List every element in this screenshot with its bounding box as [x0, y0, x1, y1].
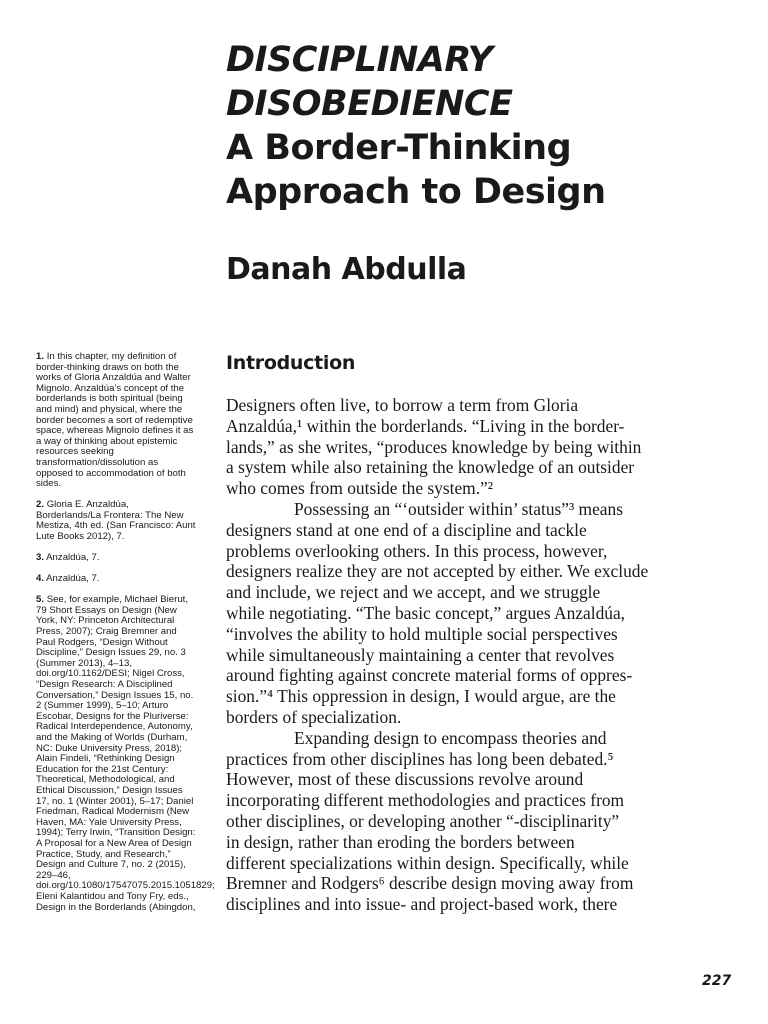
- paragraph-3: [226, 728, 726, 915]
- footnote-3: [36, 553, 196, 564]
- text-line: and include, we reject and we accept, and we struggle: [226, 582, 601, 603]
- text-line: problems overlooking others. In this process, however,: [226, 540, 608, 561]
- footnote-number: 1.: [36, 351, 45, 362]
- text-line: other disciplines, or developing another “-disciplinarity”: [226, 810, 620, 831]
- page-number: 227: [702, 973, 732, 989]
- text-line: sion.”⁴ This oppression in design, I would argue, are the: [226, 686, 616, 707]
- text-line: incorporating different methodologies and practices from: [226, 790, 625, 811]
- footnote-text: Anzaldúa, 7.: [46, 552, 100, 564]
- text-line: disciplines and into issue- and project-based work, there: [226, 894, 618, 915]
- text-line: while simultaneously maintaining a center that revolves: [226, 644, 615, 665]
- text-line: Designers often live, to borrow a term from Gloria: [226, 395, 579, 415]
- text-line: around fighting against concrete material forms of oppres-: [226, 665, 633, 686]
- text-line: who comes from outside the system.”²: [226, 478, 493, 499]
- text-line: designers realize they are not accepted by either. We exclude: [226, 561, 649, 582]
- title-line-3: A Border-Thinking: [226, 128, 572, 168]
- footnote-5: [36, 594, 215, 913]
- paragraph-2: [226, 499, 726, 728]
- footnote-number: 2.: [36, 499, 45, 511]
- section-heading: Introduction: [226, 352, 356, 374]
- text-line: a system while also retaining the knowledge of an outsider: [226, 457, 635, 478]
- text-line: Expanding design to encompass theories and: [294, 727, 607, 748]
- text-line: while negotiating. “The basic concept,” argues Anzaldúa,: [226, 602, 626, 623]
- text-line: in design, rather than eroding the borders between: [226, 831, 575, 852]
- text-line: Possessing an “‘outsider within’ status”³ means: [294, 498, 623, 519]
- footnote-4: [36, 574, 196, 585]
- text-line: designers stand at one end of a discipline and tackle: [226, 519, 587, 540]
- text-line: Anzaldúa,¹ within the borderlands. “Living in the border-: [226, 415, 625, 436]
- text-line: Bremner and Rodgers⁶ describe design moving away from: [226, 873, 634, 894]
- title-line-2: DISOBEDIENCE: [226, 84, 513, 124]
- footnote-number: 5.: [36, 594, 45, 606]
- footnote-number: 3.: [36, 552, 45, 564]
- footnotes-column: [36, 351, 215, 924]
- footnote-text: Gloria E. Anzaldúa, Borderlands/La Frontera: The New Mestiza, 4th ed. (San Francisco: Aunt Lute Books 2012), 7.: [36, 499, 196, 542]
- author-name: Danah Abdulla: [226, 252, 467, 287]
- paragraph-1: [226, 395, 726, 499]
- footnote-text: In this chapter, my definition of border-thinking draws on both the works of Gloria Anzaldúa and Walter Mignolo. Anzaldúa’s concept of the borderlands is both spiritual (being and mind) and physical, where the border becomes a sort of redemptive space, whereas Mignolo defines it as a way of thinking about epistemic resources seeking transformation/dissolution as opposed to accommodation of both sides.: [36, 351, 194, 490]
- text-line: However, most of these discussions revolve around: [226, 769, 584, 790]
- body-text: [226, 395, 726, 915]
- text-line: different specializations within design. Specifically, while: [226, 852, 629, 873]
- article-title: [226, 38, 746, 214]
- footnote-text: See, for example, Michael Bierut, 79 Short Essays on Design (New York, NY: Princeton Architectural Press, 2007); Craig Bremner and Paul Rodgers, “Design Without Discipline,” Design Issues 29, no. 3 (Summer 2013), 4–13, doi.org/10.1162/DESI; Nigel Cross, “Design Research: A Disciplined Conversation,” Design Issues 15, no. 2 (Summer 1999), 5–10; Arturo Escobar, Designs for the Pluriverse: Radical Interdependence, Autonomy, and the Making of Worlds (Durham, NC: Duke University Press, 2018); Alain Findeli, “Rethinking Design Education for the 21st Century: Theoretical, Methodological, and Ethical Discussion,” Design Issues 17, no. 1 (Winter 2001), 5–17; Daniel Friedman, Radical Modernism (New Haven, MA: Yale University Press, 1994); Terry Irwin, “Transition Design: A Proposal for a New Area of Design Practice, Study, and Research,” Design and Culture 7, no. 2 (2015), 229–46, doi.org/10.1080/17547075.2015.1051829; Eleni Kalantidou and Tony Fry, eds., Design in the Borderlands (Abingdon,: [36, 594, 215, 913]
- text-line: lands,” as she writes, “produces knowledge by being within: [226, 436, 642, 457]
- footnote-1: [36, 352, 196, 490]
- title-line-4: Approach to Design: [226, 172, 606, 212]
- footnote-2: [36, 500, 196, 542]
- footnote-number: 4.: [36, 573, 45, 585]
- footnote-text: Anzaldúa, 7.: [46, 573, 100, 585]
- text-line: practices from other disciplines has long been debated.⁵: [226, 748, 614, 769]
- text-line: borders of specialization.: [226, 706, 402, 727]
- title-line-1: DISCIPLINARY: [226, 40, 493, 80]
- text-line: “involves the ability to hold multiple social perspectives: [226, 623, 618, 644]
